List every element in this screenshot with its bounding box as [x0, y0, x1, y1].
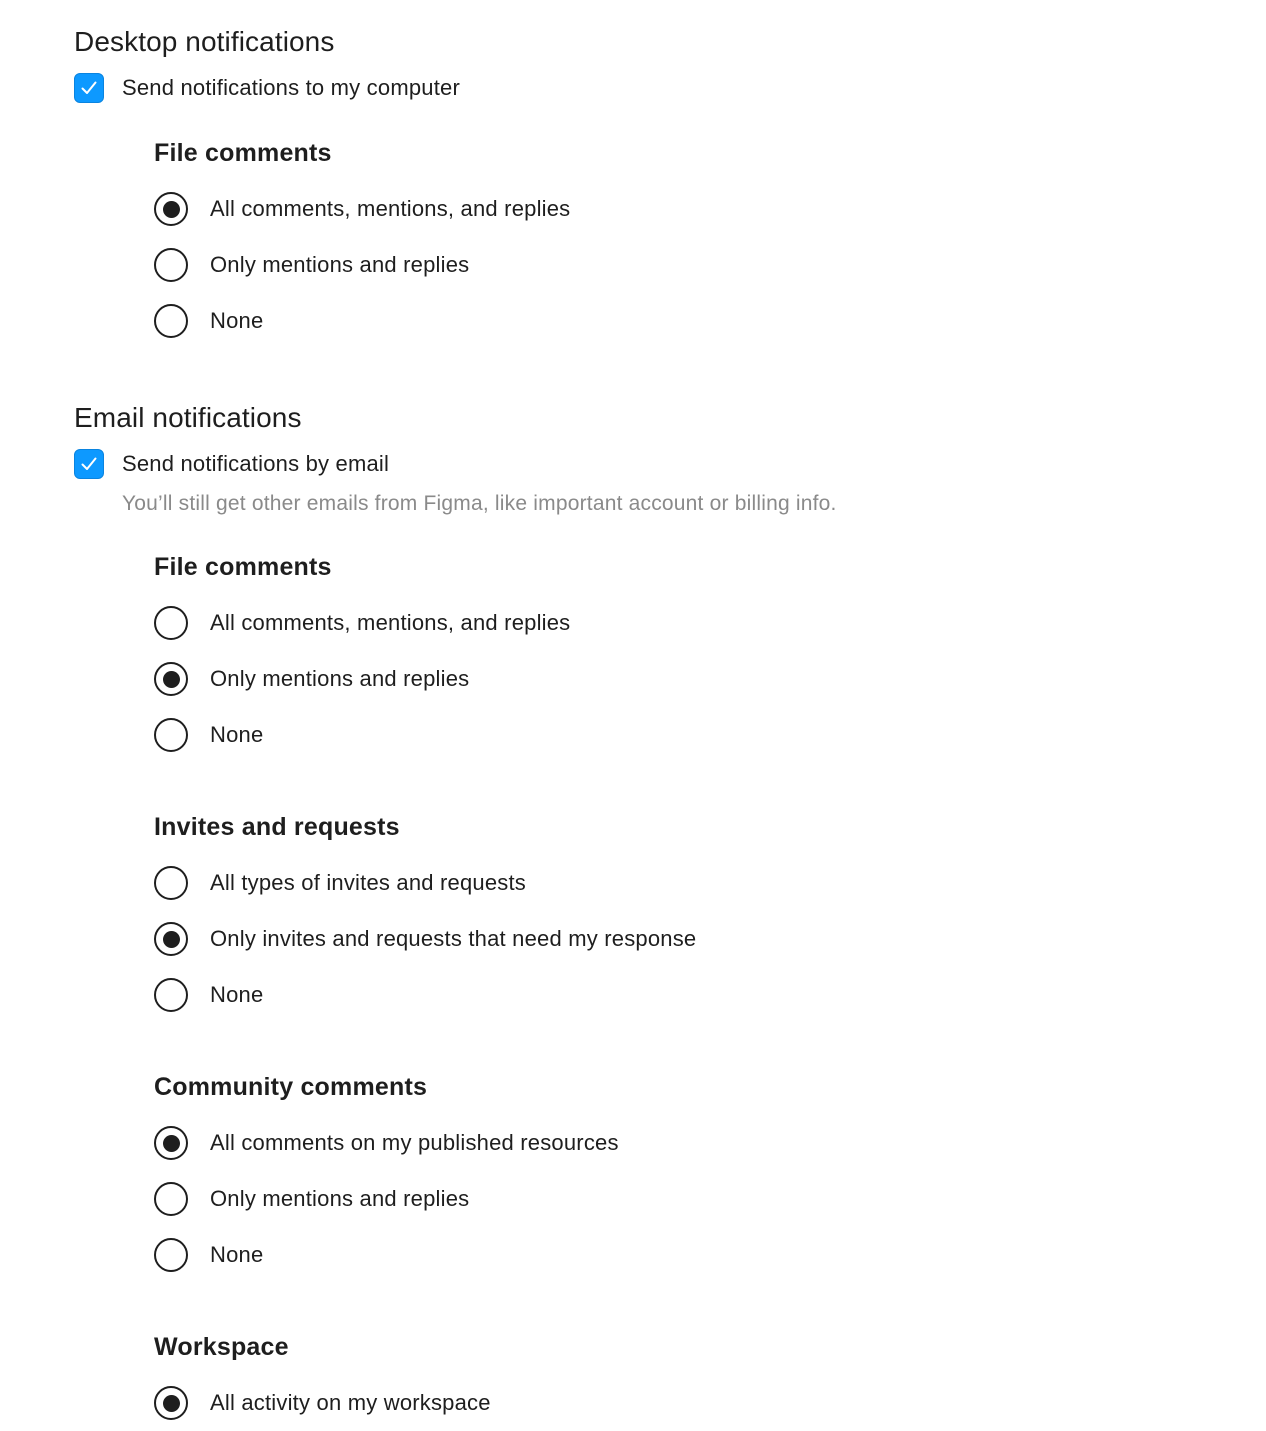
email-notifications-toggle[interactable]	[74, 442, 1224, 486]
group-title: Workspace	[154, 1333, 289, 1361]
radio-label: Only mentions and replies	[210, 252, 470, 277]
email-workspace-group	[154, 1327, 1224, 1431]
notification-settings	[74, 0, 1224, 1431]
radio-button-icon[interactable]	[154, 1182, 188, 1216]
radio-label: Only invites and requests that need my response	[210, 926, 697, 951]
radio-option[interactable]	[154, 911, 1224, 967]
checkbox-checked-icon[interactable]	[74, 449, 104, 479]
radio-option[interactable]	[154, 967, 1224, 1023]
radio-label: Only mentions and replies	[210, 666, 470, 691]
desktop-notifications-toggle[interactable]	[74, 66, 1224, 110]
radio-label: All comments, mentions, and replies	[210, 610, 571, 635]
radio-selected-icon[interactable]	[154, 922, 188, 956]
radio-button-icon[interactable]	[154, 1238, 188, 1272]
desktop-file-comments-group	[154, 133, 1224, 349]
radio-button-icon[interactable]	[154, 978, 188, 1012]
radio-label: None	[210, 982, 264, 1007]
radio-label: All comments on my published resources	[210, 1130, 619, 1155]
radio-button-icon[interactable]	[154, 606, 188, 640]
radio-selected-icon[interactable]	[154, 1386, 188, 1420]
desktop-notifications-title: Desktop notifications	[74, 26, 335, 57]
radio-button-icon[interactable]	[154, 248, 188, 282]
radio-label: None	[210, 722, 264, 747]
group-title: File comments	[154, 139, 332, 167]
radio-label: All comments, mentions, and replies	[210, 196, 571, 221]
email-hint-text: You’ll still get other emails from Figma, like important account or billing info.	[122, 492, 837, 515]
radio-selected-icon[interactable]	[154, 192, 188, 226]
radio-option[interactable]	[154, 707, 1224, 763]
email-invites-requests-group	[154, 807, 1224, 1023]
radio-label: None	[210, 308, 264, 333]
email-community-comments-group	[154, 1067, 1224, 1283]
radio-selected-icon[interactable]	[154, 1126, 188, 1160]
radio-button-icon[interactable]	[154, 718, 188, 752]
radio-label: None	[210, 1242, 264, 1267]
radio-label: All types of invites and requests	[210, 870, 526, 895]
radio-label: All activity on my workspace	[210, 1390, 491, 1415]
group-title: Invites and requests	[154, 813, 400, 841]
email-file-comments-group	[154, 547, 1224, 763]
radio-label: Only mentions and replies	[210, 1186, 470, 1211]
group-title: File comments	[154, 553, 332, 581]
radio-option[interactable]	[154, 1115, 1224, 1171]
email-notifications-title: Email notifications	[74, 402, 302, 433]
radio-option[interactable]	[154, 1227, 1224, 1283]
email-notifications-label: Send notifications by email	[122, 451, 390, 476]
radio-selected-icon[interactable]	[154, 662, 188, 696]
radio-option[interactable]	[154, 293, 1224, 349]
radio-button-icon[interactable]	[154, 866, 188, 900]
group-title: Community comments	[154, 1073, 428, 1101]
radio-option[interactable]	[154, 855, 1224, 911]
radio-option[interactable]	[154, 237, 1224, 293]
radio-option[interactable]	[154, 1375, 1224, 1431]
radio-option[interactable]	[154, 181, 1224, 237]
desktop-notifications-label: Send notifications to my computer	[122, 75, 460, 100]
radio-button-icon[interactable]	[154, 304, 188, 338]
radio-option[interactable]	[154, 595, 1224, 651]
radio-option[interactable]	[154, 1171, 1224, 1227]
radio-option[interactable]	[154, 651, 1224, 707]
checkbox-checked-icon[interactable]	[74, 73, 104, 103]
